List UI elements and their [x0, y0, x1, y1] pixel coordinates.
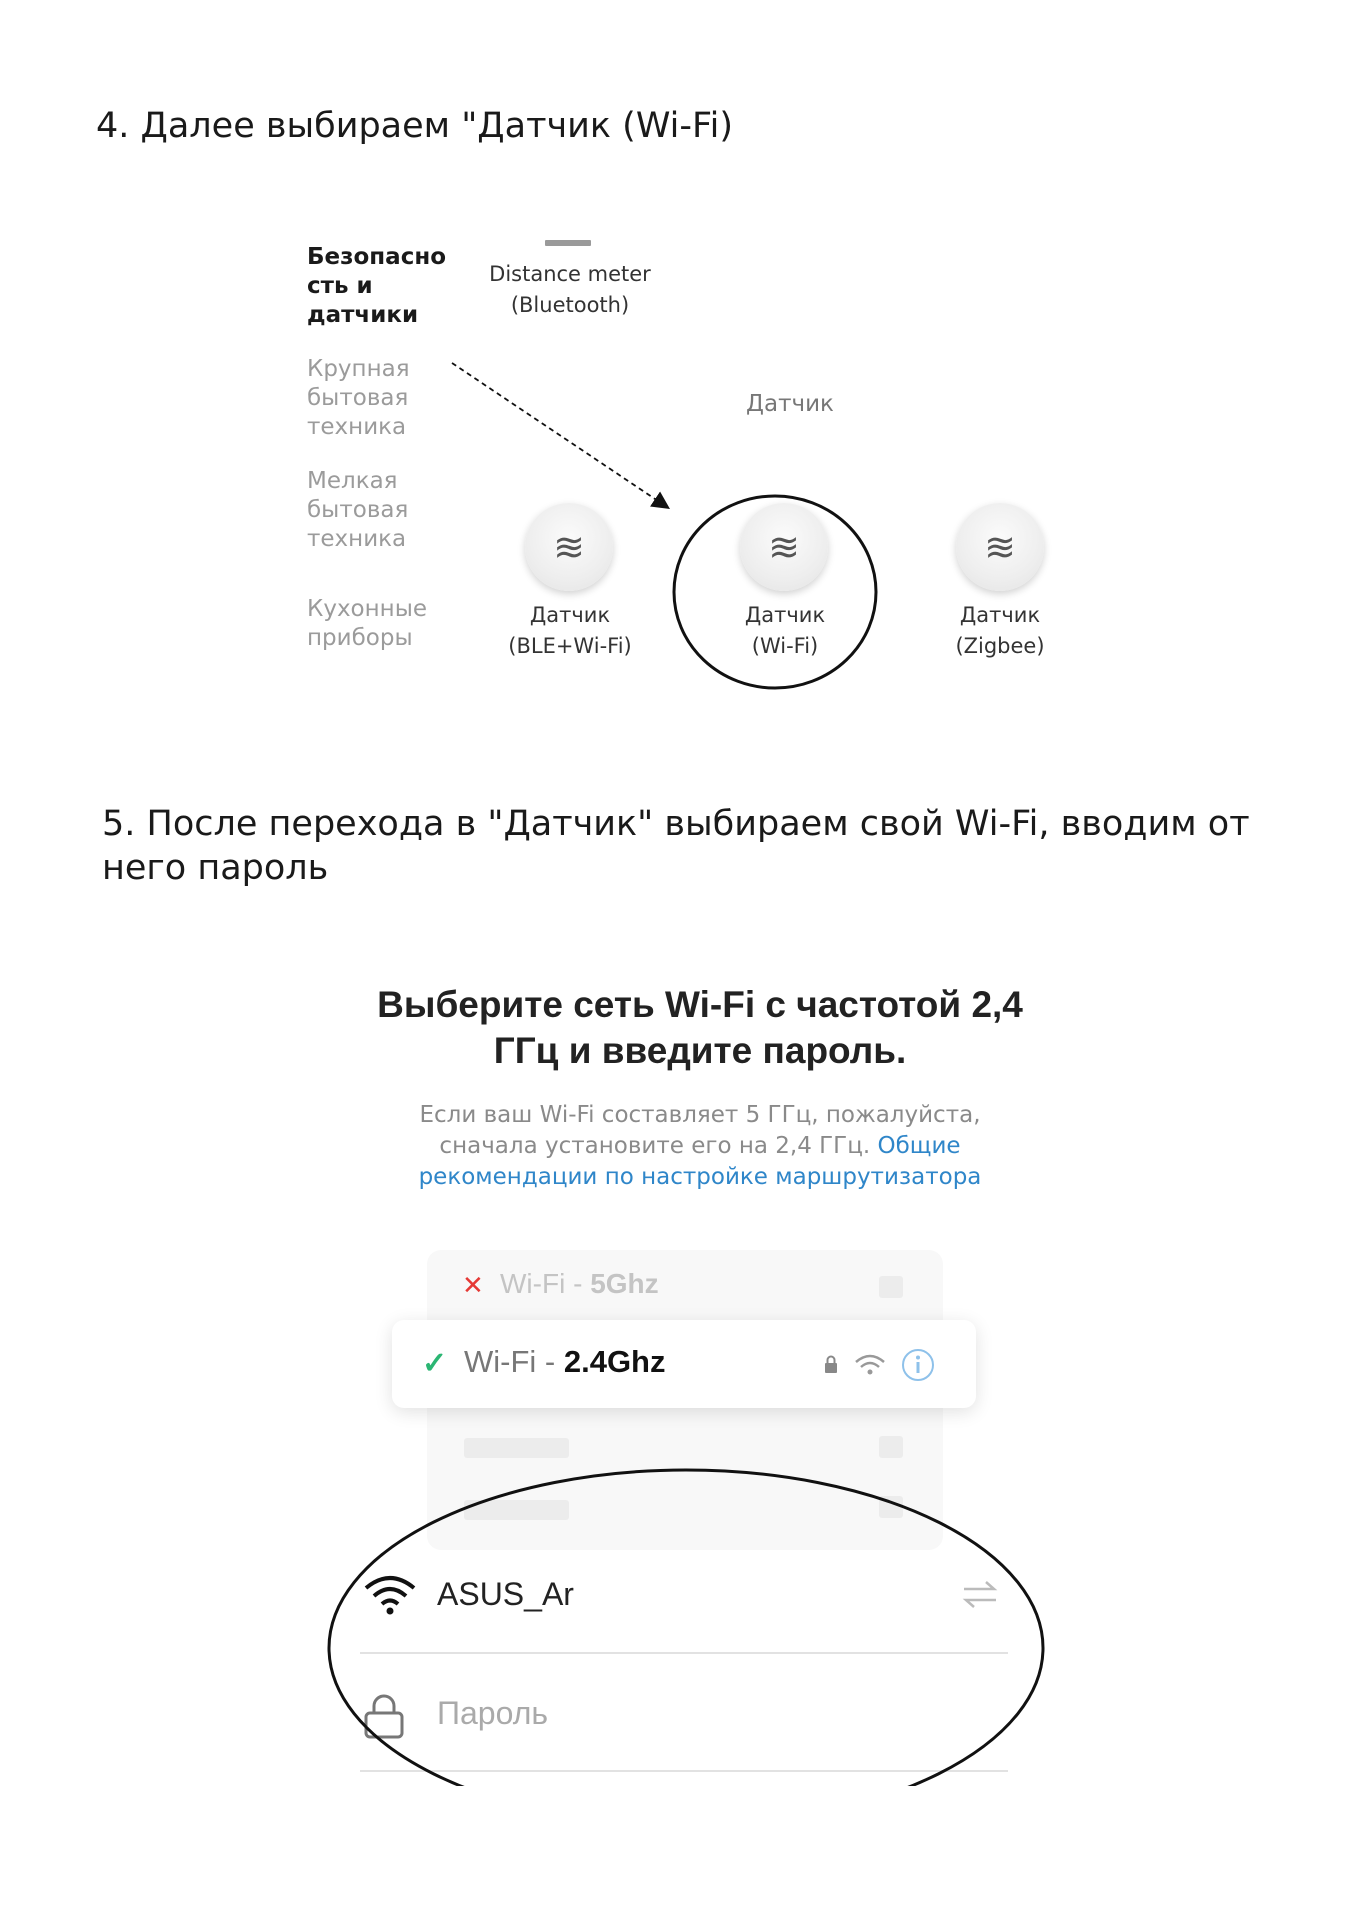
category-kitchen-appliances[interactable]: Кухонные приборы [307, 596, 428, 651]
router-guide-link[interactable]: Общие [877, 1133, 961, 1159]
category-large-appliances[interactable]: Крупная бытовая техника [307, 356, 410, 440]
network-24ghz-label: Wi-Fi - 2.4Ghz [464, 1344, 666, 1379]
sensor-ble-wifi-icon[interactable]: ≋ [525, 503, 613, 591]
sensor-zigbee-label[interactable]: Датчик (Zigbee) [955, 603, 1045, 658]
router-guide-link-continued[interactable]: рекомендации по настройке маршрутизатора [418, 1164, 982, 1190]
device-category-screenshot [290, 225, 1080, 705]
step-5-instruction: 5. После перехода в "Датчик" выбираем свой Wi-Fi, вводим от него пароль [102, 804, 1250, 888]
password-input[interactable]: Пароль [437, 1695, 549, 1731]
sensor-ble-wifi-label[interactable]: Датчик (BLE+Wi-Fi) [508, 603, 632, 658]
wifi-setup-screenshot [320, 960, 1080, 1790]
distance-meter-device[interactable]: Distance meter (Bluetooth) [489, 262, 651, 317]
category-small-appliances[interactable]: Мелкая бытовая техника [307, 468, 409, 552]
ssid-input[interactable]: ASUS_Ar [437, 1576, 574, 1612]
check-icon: ✓ [422, 1347, 448, 1380]
network-5ghz-item[interactable]: Wi-Fi - 5Ghz [500, 1268, 659, 1299]
step-4-instruction: 4. Далее выбираем "Датчик (Wi-Fi) [96, 106, 733, 146]
sensor-wifi-icon[interactable]: ≋ [740, 503, 828, 591]
unsupported-cross-icon: ✕ [462, 1270, 484, 1300]
sensor-wifi-label[interactable]: Датчик (Wi-Fi) [744, 603, 826, 658]
sensor-zigbee-icon[interactable]: ≋ [956, 503, 1044, 591]
highlight-ellipse [320, 960, 1080, 1790]
wifi-description: Если ваш Wi-Fi составляет 5 ГГц, пожалуйста, сначала установите его на 2,4 ГГц. Общие рекомендации по настройке маршрутизатора [350, 1100, 1050, 1193]
section-title: Датчик [746, 391, 834, 417]
category-security-sensors[interactable]: Безопасно сть и датчики [307, 244, 447, 328]
wifi-page-title: Выберите сеть Wi-Fi с частотой 2,4 ГГц и введите пароль. [377, 984, 1023, 1071]
